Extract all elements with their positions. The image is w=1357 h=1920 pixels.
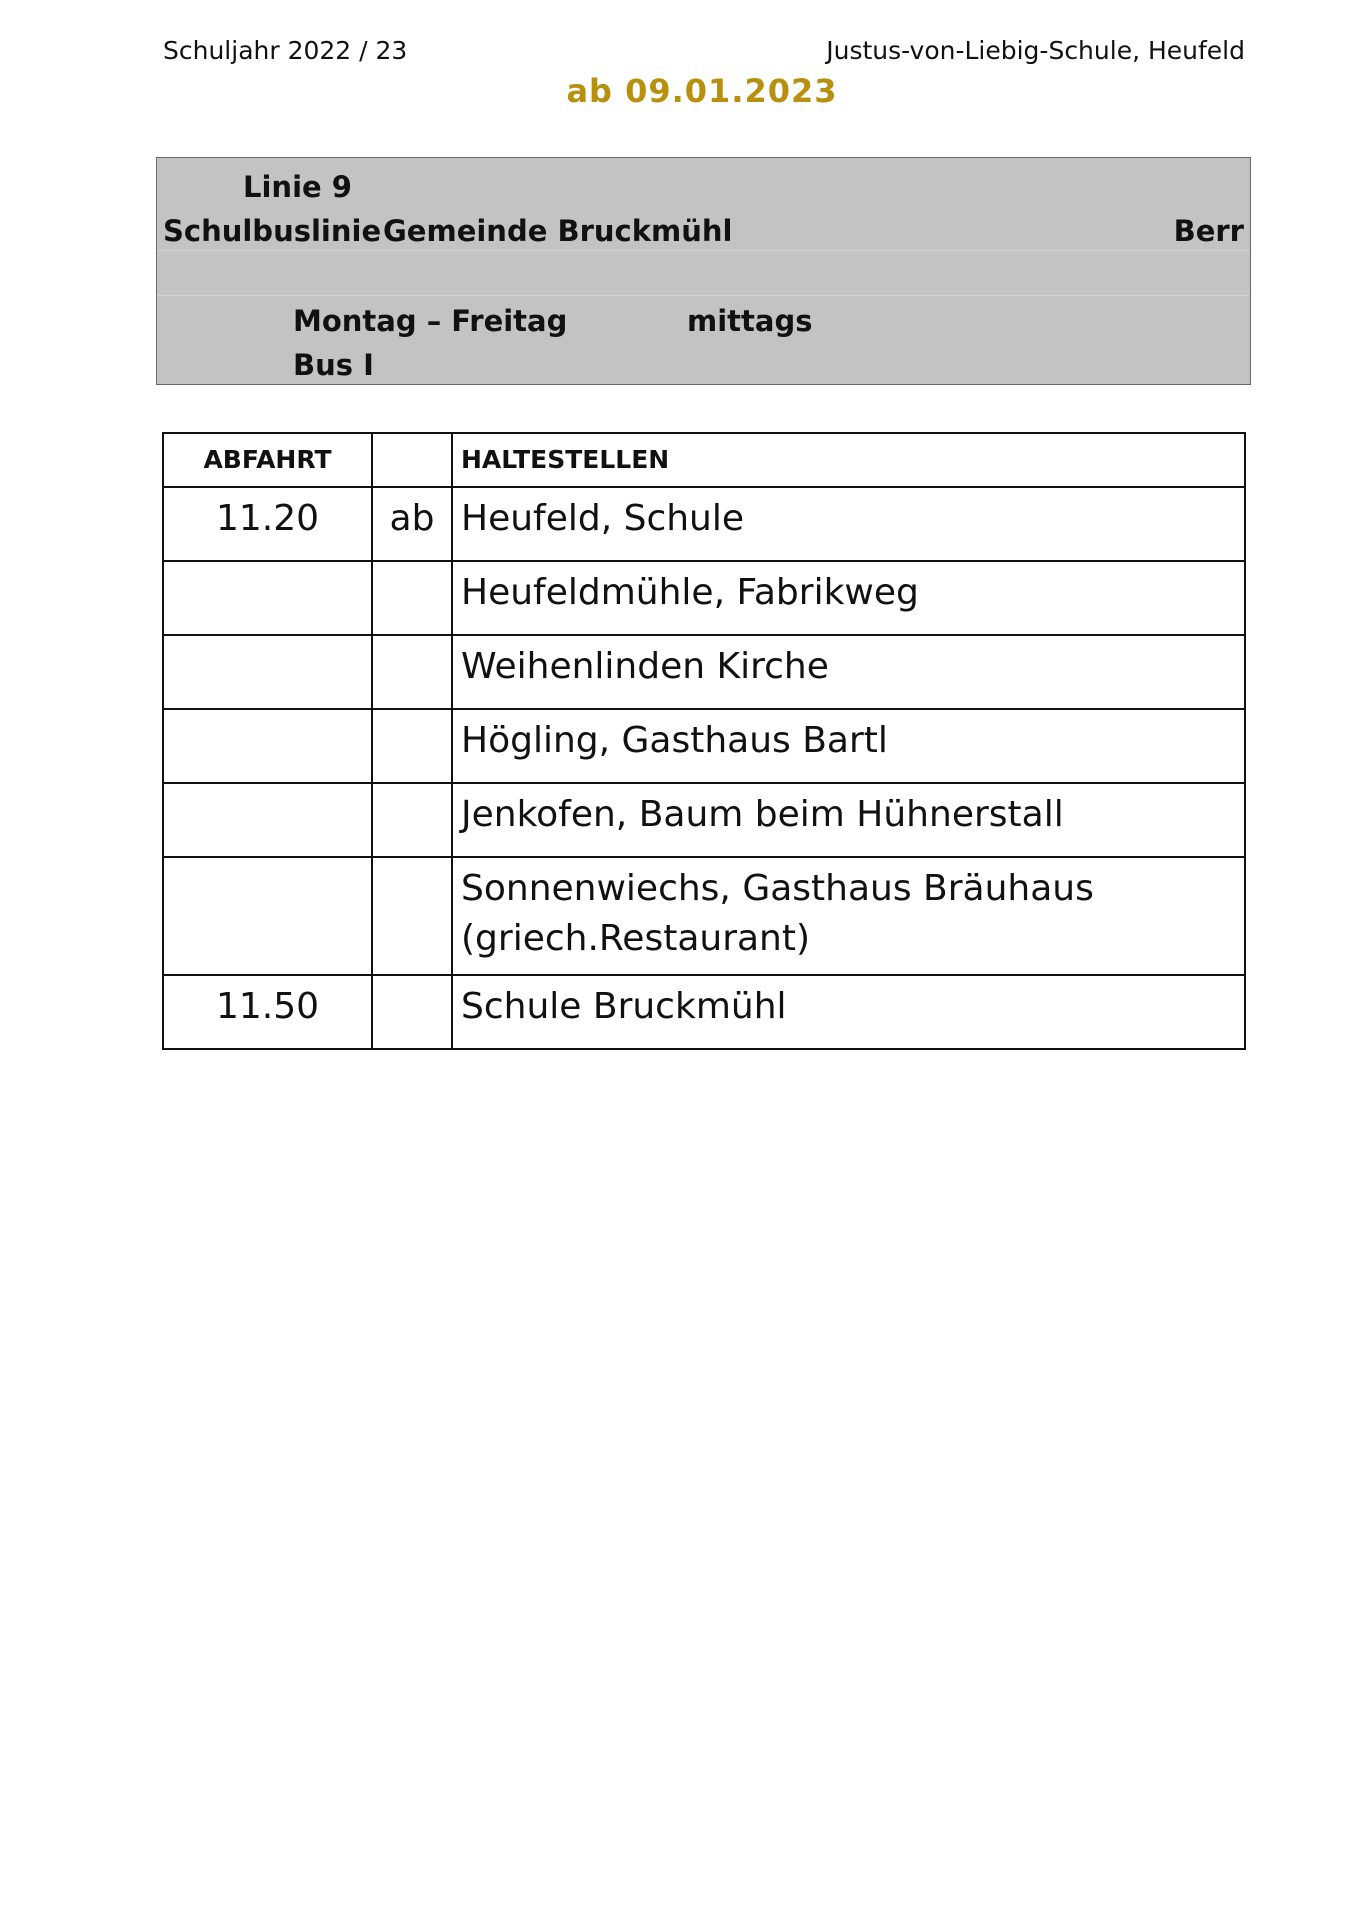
divider xyxy=(157,295,1250,296)
table-row xyxy=(163,783,1245,857)
bus-label: Bus I xyxy=(293,348,374,382)
line-info-box xyxy=(156,157,1251,385)
stop-name: Jenkofen, Baum beim Hühnerstall xyxy=(452,783,1245,857)
departure-time: 11.20 xyxy=(163,487,372,561)
operator-short: Berr xyxy=(1173,214,1244,248)
departure-mark xyxy=(372,857,452,975)
departure-time: 11.50 xyxy=(163,975,372,1049)
column-header-stops: HALTESTELLEN xyxy=(452,433,1245,487)
departure-time xyxy=(163,561,372,635)
column-header-departure: ABFAHRT xyxy=(163,433,372,487)
stop-name xyxy=(452,857,1245,975)
stop-name: Heufeld, Schule xyxy=(452,487,1245,561)
line-type: Schulbuslinie xyxy=(163,214,382,248)
departure-time xyxy=(163,709,372,783)
stop-name: Heufeldmühle, Fabrikweg xyxy=(452,561,1245,635)
table-row xyxy=(163,561,1245,635)
departure-time xyxy=(163,635,372,709)
departure-mark xyxy=(372,783,452,857)
service-days: Montag – Freitag xyxy=(293,304,568,338)
stop-name: Weihenlinden Kirche xyxy=(452,635,1245,709)
stop-name: Schule Bruckmühl xyxy=(452,975,1245,1049)
time-of-day: mittags xyxy=(687,304,813,338)
divider xyxy=(157,250,1250,251)
departure-mark xyxy=(372,635,452,709)
valid-from-date: ab 09.01.2023 xyxy=(566,72,838,110)
table-row xyxy=(163,635,1245,709)
stop-name-line2: (griech.Restaurant) xyxy=(461,918,811,959)
schedule-table xyxy=(162,432,1246,1050)
school-year: Schuljahr 2022 / 23 xyxy=(163,36,408,65)
departure-time xyxy=(163,857,372,975)
table-row xyxy=(163,709,1245,783)
table-row xyxy=(163,487,1245,561)
departure-mark xyxy=(372,975,452,1049)
departure-mark xyxy=(372,561,452,635)
line-number: Linie 9 xyxy=(243,170,352,204)
departure-mark: ab xyxy=(372,487,452,561)
stop-name: Högling, Gasthaus Bartl xyxy=(452,709,1245,783)
table-row xyxy=(163,857,1245,975)
school-name: Justus-von-Liebig-Schule, Heufeld xyxy=(826,36,1245,65)
table-header-row xyxy=(163,433,1245,487)
stop-name-line1: Sonnenwiechs, Gasthaus Bräuhaus xyxy=(461,868,1094,909)
table-row xyxy=(163,975,1245,1049)
departure-time xyxy=(163,783,372,857)
column-header-mark xyxy=(372,433,452,487)
municipality: Gemeinde Bruckmühl xyxy=(383,214,733,248)
departure-mark xyxy=(372,709,452,783)
